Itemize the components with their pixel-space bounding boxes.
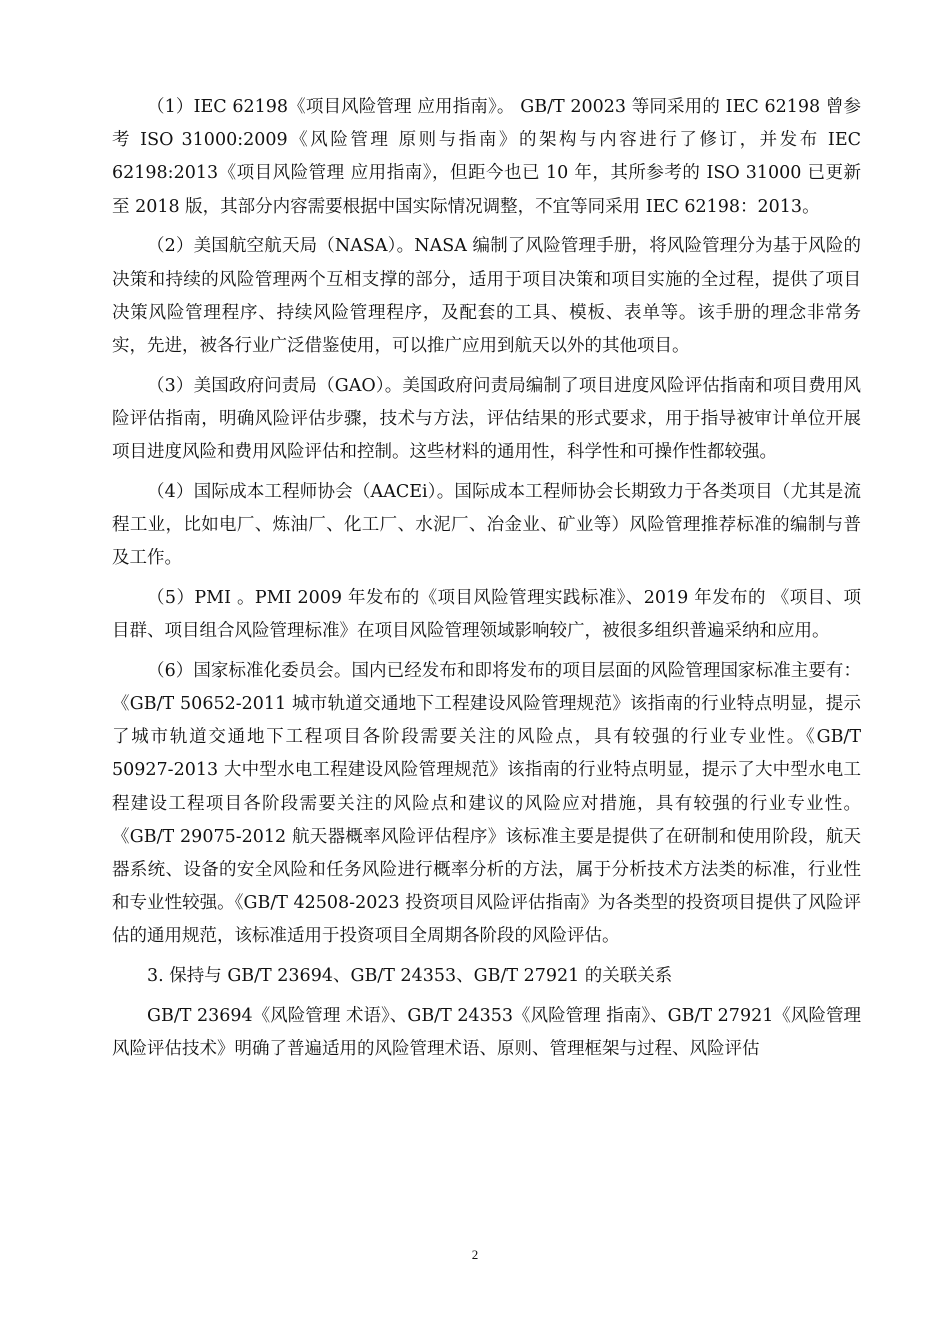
paragraph-gao: （3）美国政府问责局（GAO）。美国政府问责局编制了项目进度风险评估指南和项目费用风险评估指南，明确风险评估步骤，技术与方法，评估结果的形式要求，用于指导被审计单位开展项目进度风险和费用风险评估和控制。这些材料的通用性，科学性和可操作性都较强。 (112, 375, 861, 463)
paragraph-nasa: （2）美国航空航天局（NASA）。NASA 编制了风险管理手册，将风险管理分为基于风险的决策和持续的风险管理两个互相支撑的部分，适用于项目决策和项目实施的全过程，提供了项目决策风险管理程序、持续风险管理程序，及配套的工具、模板、表单等。该手册的理念非常务实，先进，被各行业广泛借鉴使用，可以推广应用到航天以外的其他项目。 (112, 236, 861, 356)
paragraph-aacei: （4）国际成本工程师协会（AACEi）。国际成本工程师协会长期致力于各类项目（尤其是流程工业，比如电厂、炼油厂、化工厂、水泥厂、冶金业、矿业等）风险管理推荐标准的编制与普及工作。 (112, 481, 861, 569)
paragraph-related-standards: GB/T 23694《风险管理 术语》、GB/T 24353《风险管理 指南》、GB/T 27921《风险管理 风险评估技术》明确了普遍适用的风险管理术语、原则、管理框架与过程、风险评估 (112, 1005, 861, 1059)
section-heading: 3. 保持与 GB/T 23694、GB/T 24353、GB/T 27921 的关联关系 (147, 966, 673, 987)
page-number: 2 (471, 1247, 479, 1262)
document-body (112, 91, 861, 1073)
paragraph-iec-62198: （1）IEC 62198《项目风险管理 应用指南》。 GB/T 20023 等同采用的 IEC 62198 曾参考 ISO 31000:2009《风险管理 原则与指南》的架构与内容进行了修订，并发布 IEC 62198:2013《项目风险管理 应用指南》，但距今也已 10 年，其所参考的 ISO 31000 已更新至 2018 版，其部分内容需要根据中国实际情况调整，不宜等同采用 IEC 62198：2013。 (112, 97, 861, 217)
paragraph-pmi: （5）PMI 。PMI 2009 年发布的《项目风险管理实践标准》、2019 年发布的 《项目、项目群、项目组合风险管理标准》在项目风险管理领域影响较广，被很多组织普遍采纳和应用。 (112, 587, 861, 642)
paragraph-national-standards: （6）国家标准化委员会。国内已经发布和即将发布的项目层面的风险管理国家标准主要有：《GB/T 50652-2011 城市轨道交通地下工程建设风险管理规范》该指南的行业特点明显，提示了城市轨道交通地下工程项目各阶段需要关注的风险点，具有较强的行业专业性。《GB/T 50927-2013 大中型水电工程建设风险管理规范》该指南的行业特点明显，提示了大中型水电工程建设工程项目各阶段需要关注的风险点和建议的风险应对措施，具有较强的行业专业性。《GB/T 29075-2012 航天器概率风险评估程序》该标准主要是提供了在研制和使用阶段，航天器系统、设备的安全风险和任务风险进行概率分析的方法，属于分析技术方法类的标准，行业性和专业性较强。《GB/T 42508-2023 投资项目风险评估指南》为各类型的投资项目提供了风险评估的通用规范，该标准适用于投资项目全周期各阶段的风险评估。 (112, 660, 861, 947)
